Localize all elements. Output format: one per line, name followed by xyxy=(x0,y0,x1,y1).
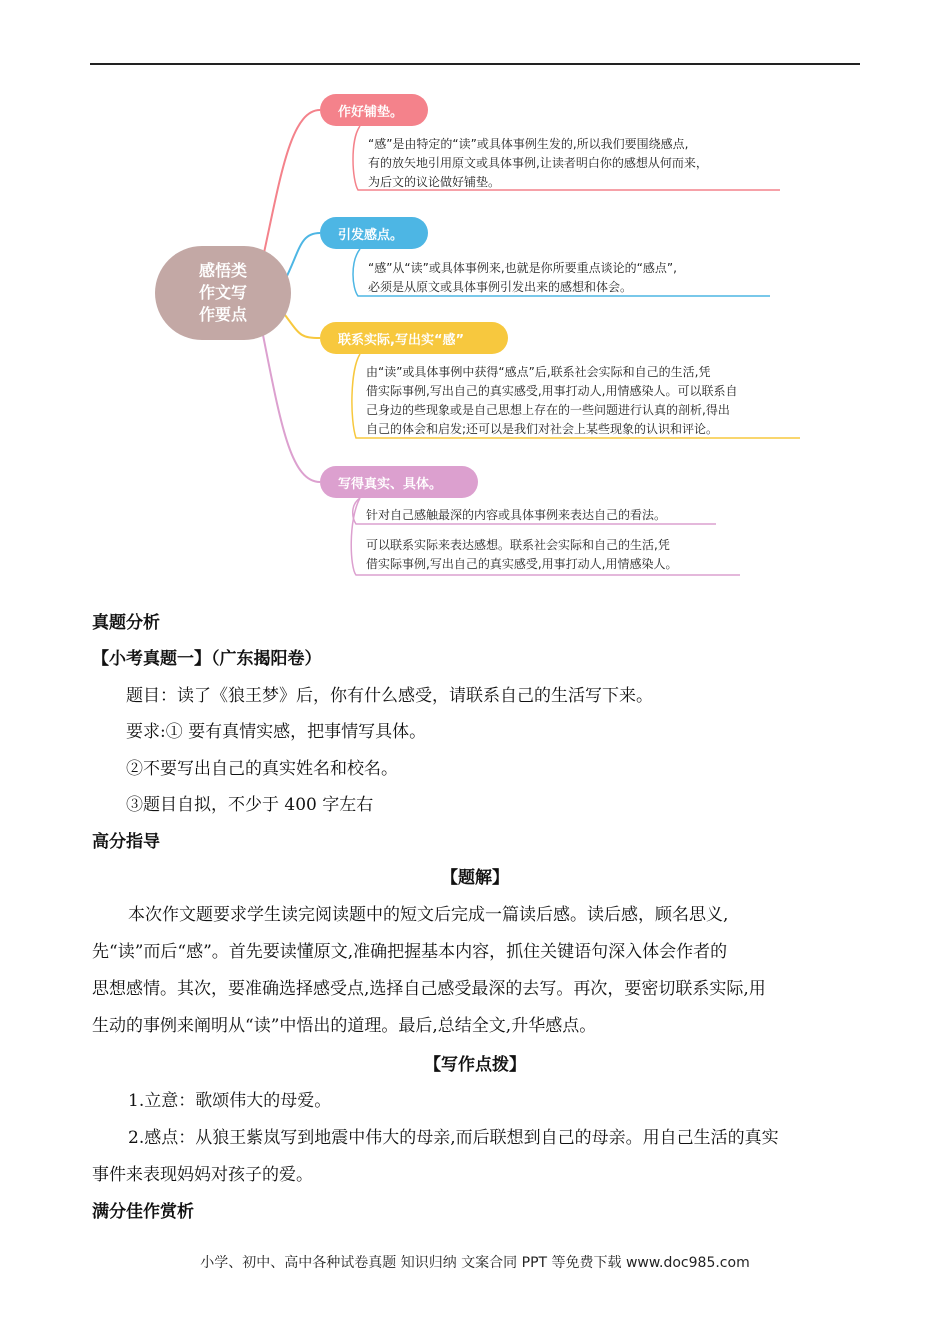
tijie-line-4: 生动的事例来阐明从“读”中悟出的道理。最后,总结全文,升华感点。 xyxy=(92,1016,597,1036)
mind-map-center: 感悟类 作文写 作要点 xyxy=(155,246,291,340)
requirement-2: ②不要写出自己的真实姓名和校名。 xyxy=(126,759,398,779)
connector-3 xyxy=(285,315,320,338)
tijie-line-3: 思想感情。其次，要准确选择感受点,选择自己感受最深的去写。再次，要密切联系实际,用 xyxy=(92,979,766,999)
xiezuo-heading: 【写作点拨】 xyxy=(424,1055,526,1075)
point-2-line-2: 事件来表现妈妈对孩子的爱。 xyxy=(92,1165,313,1185)
section-heading-showcase: 满分佳作赏析 xyxy=(92,1202,194,1222)
branch-3-leaf: 由“读”或具体事例中获得“感点”后,联系社会实际和自己的生活,凭 借实际事例,写出自己的真实感受,用事打动人,用情感染人。可以联系自 己身边的些现象或是自己思想上存在的一些问题进行认真的剖析,得出 自己的体会和启发;还可以是我们对社会上某些现象的认识和评论。 xyxy=(366,365,738,436)
connector-1 xyxy=(262,110,320,262)
section-heading-analysis: 真题分析 xyxy=(92,613,160,633)
exam-title: 【小考真题一】（广东揭阳卷） xyxy=(92,649,322,669)
tijie-line-1: 本次作文题要求学生读完阅读题中的短文后完成一篇读后感。读后感，顾名思义, xyxy=(128,905,729,925)
connector-4 xyxy=(262,330,320,482)
footer-text: 小学、初中、高中各种试卷真题 知识归纳 文案合同 PPT 等免费下载 www.doc985.com xyxy=(200,1255,750,1271)
tijie-line-2: 先“读”而后“感”。首先要读懂原文,准确把握基本内容，抓住关键语句深入体会作者的 xyxy=(92,942,728,962)
point-1: 1.立意：歌颂伟大的母爱。 xyxy=(128,1091,332,1111)
tijie-heading: 【题解】 xyxy=(441,868,509,888)
branch-1-leaf: “感”是由特定的“读”或具体事例生发的,所以我们要围绕感点, 有的放矢地引用原文或具体事例,让读者明白你的感想从何而来， 为后文的议论做好铺垫。 xyxy=(368,137,708,189)
requirement-1: 要求:① 要有真情实感，把事情写具体。 xyxy=(126,722,427,742)
branch-4-leaf-2: 可以联系实际来表达感想。联系社会实际和自己的生活,凭 借实际事例,写出自己的真实感受,用事打动人,用情感染人。 xyxy=(366,538,678,571)
branch-2-title: 引发感点。 xyxy=(320,217,428,249)
section-heading-guidance: 高分指导 xyxy=(92,832,160,852)
branch-3-title: 联系实际,写出实“感” xyxy=(320,322,508,354)
branch-4-leaf-1: 针对自己感触最深的内容或具体事例来表达自己的看法。 xyxy=(366,508,667,522)
branch-2-leaf: “感”从“读”或具体事例来,也就是你所要重点谈论的“感点”, 必须是从原文或具体事例引发出来的感想和体会。 xyxy=(368,261,677,294)
point-2-line-1: 2.感点：从狼王紫岚写到地震中伟大的母亲,而后联想到自己的母亲。用自己生活的真实 xyxy=(128,1128,779,1148)
mind-map xyxy=(0,0,950,600)
connector-2 xyxy=(285,233,320,280)
branch-1-title: 作好铺垫。 xyxy=(320,94,428,126)
branch-4-title: 写得真实、具体。 xyxy=(320,466,478,498)
exam-topic: 题目：读了《狼王梦》后，你有什么感受，请联系自己的生活写下来。 xyxy=(126,686,653,706)
requirement-3: ③题目自拟，不少于 400 字左右 xyxy=(126,795,374,815)
